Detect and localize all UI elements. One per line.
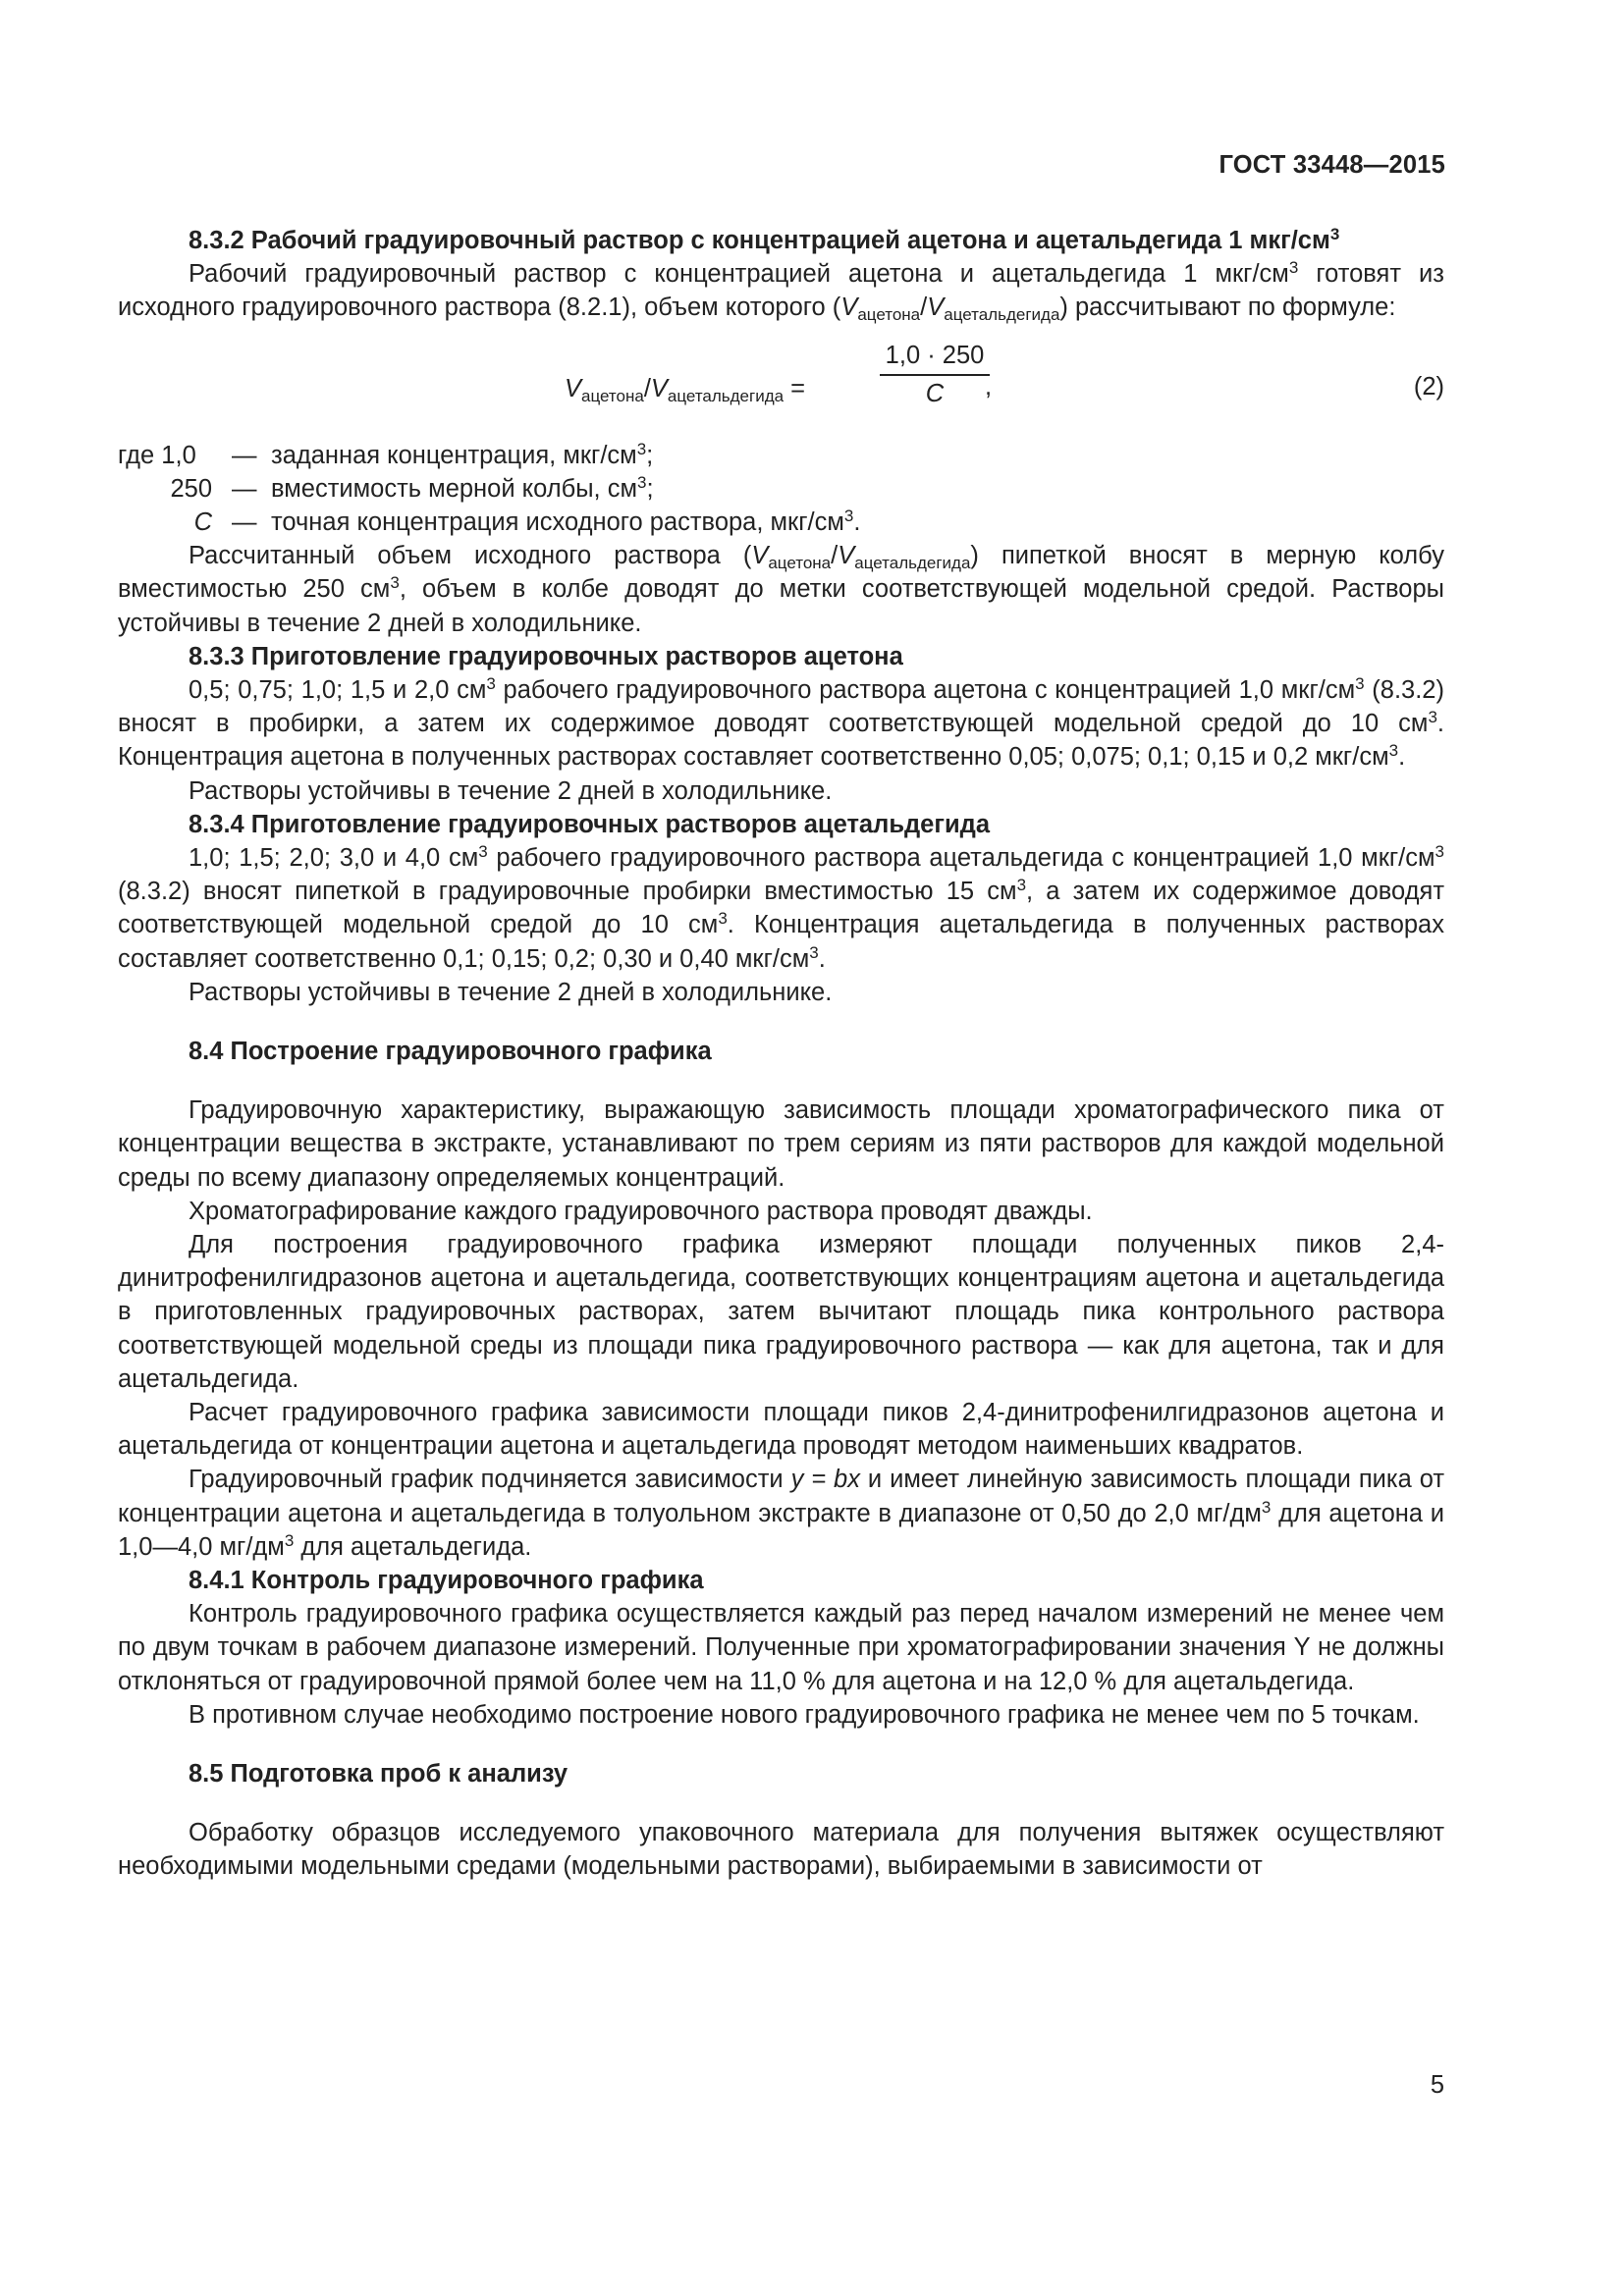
page-body — [118, 224, 1444, 1884]
section-heading-8-5: 8.5 Подготовка проб к анализу — [189, 1760, 568, 1789]
paragraph: В противном случае необходимо построение нового градуировочного графика не менее чем по 5 точкам. — [189, 1700, 1420, 1729]
section-heading-8-4: 8.4 Построение градуировочного графика — [189, 1038, 712, 1066]
section-heading-8-3-2: 8.3.2 Рабочий градуировочный раствор с концентрацией ацетона и ацетальдегида 1 мкг/$см^3$ — [189, 225, 1340, 254]
formula-2 — [118, 329, 1444, 439]
paragraph: Для построения градуировочного графика измеряют площади полученных пиков 2,4-динитрофенилгидразонов ацетона и ацетальдегида, соответствующих концентрациям ацетона и ацетальдегида в приготовленных градуировочных растворах, затем вычитают площадь пика контрольного раствора соответствующей модельной среды из площади пика градуировочного раствора — как для ацетона, так и для ацетальдегида. — [118, 1231, 1444, 1393]
paragraph: Градуировочную характеристику, выражающую зависимость площади хроматографического пика от концентрации вещества в экстракте, устанавливают по трем сериям из пяти растворов для каждой модельной среды по всему диапазону определяемых концентраций. — [118, 1096, 1444, 1192]
section-heading-8-3-3: 8.3.3 Приготовление градуировочных растворов ацетона — [189, 642, 903, 670]
formula-left-side: $V_{ацетона}/V_{ацетальдегида}$ = — [565, 374, 806, 405]
formula-denominator: C — [925, 379, 945, 407]
paragraph: Рабочий градуировочный раствор с концентрацией ацетона и ацетальдегида 1 мкг/$см^3$ готовят из исходного градуировочного раствора (8.2.1), объем которого $(V_{ацетона}/V_{ацетальдегида})$ рассчитывают по формуле: — [118, 258, 1444, 325]
formula-numerator: 1,0 · 250 — [880, 339, 990, 376]
paragraph: Градуировочный график подчиняется зависимости y = bx и имеет линейную зависимость площади пика от концентрации ацетона и ацетальдегида в толуольном экстракте в диапазоне от 0,50 до 2,0 $мг/дм^3$ для ацетона и 1,0—4,0 $мг/дм^3$ для ацетальдегида. — [118, 1466, 1444, 1561]
paragraph: Растворы устойчивы в течение 2 дней в холодильнике. — [189, 776, 833, 805]
page-number: 5 — [1430, 2071, 1444, 2099]
paragraph: Рассчитанный объем исходного раствора $(V_{ацетона}/V_{ацетальдегида})$ пипеткой вносят в мерную колбу вместимостью 250 $см^3$, объем в колбе доводят до метки соответствующей модельной средой. Растворы устойчивы в течение 2 дней в холодильнике. — [118, 542, 1444, 637]
paragraph: Расчет градуировочного графика зависимости площади пиков 2,4-динитрофенилгидразонов ацетона и ацетальдегида от концентрации ацетона и ацетальдегида проводят методом наименьших квадратов. — [118, 1399, 1444, 1461]
document-code: ГОСТ 33448—2015 — [1218, 151, 1445, 179]
paragraph: Обработку образцов исследуемого упаковочного материала для получения вытяжек осуществляют необходимыми модельными средами (модельными растворами), выбираемыми в зависимости от — [118, 1819, 1444, 1881]
paragraph: Растворы устойчивы в течение 2 дней в холодильнике. — [189, 978, 833, 1006]
where-line: C — точная концентрация исходного раствора, мкг/$см^3$. — [193, 506, 861, 536]
section-heading-8-3-4: 8.3.4 Приготовление градуировочных растворов ацетальдегида — [189, 810, 991, 838]
paragraph: Хроматографирование каждого градуировочного раствора проводят дважды. — [189, 1197, 1093, 1225]
formula-fraction — [880, 339, 993, 410]
section-heading-8-4-1: 8.4.1 Контроль градуировочного графика — [189, 1567, 704, 1595]
formula-comma: , — [985, 372, 993, 400]
formula-number: (2) — [1413, 372, 1444, 400]
where-line: где 1,0 — заданная концентрация, мкг/$см^3$; — [118, 439, 654, 469]
paragraph: Контроль градуировочного графика осуществляется каждый раз перед началом измерений не менее чем по двум точкам в рабочем диапазоне измерений. Полученные при хроматографировании значения Y не должны отклоняться от градуировочной прямой более чем на 11,0 % для ацетона и на 12,0 % для ацетальдегида. — [118, 1600, 1444, 1695]
paragraph: 1,0; 1,5; 2,0; 3,0 и 4,0 $см^3$ рабочего градуировочного раствора ацетальдегида с концентрацией 1,0 мкг/$см^3$ (8.3.2) вносят пипеткой в градуировочные пробирки вместимостью 15 $см^3$, а затем их содержимое доводят соответствующей модельной средой до 10 $см^3$. Концентрация ацетальдегида в полученных растворах составляет соответственно 0,1; 0,15; 0,2; 0,30 и 0,40 мкг/$см^3$. — [118, 842, 1445, 973]
paragraph: 0,5; 0,75; 1,0; 1,5 и 2,0 $см^3$ рабочего градуировочного раствора ацетона с концентрацией 1,0 мкг/$см^3$ (8.3.2) вносят в пробирки, а затем их содержимое доводят соответствующей модельной средой до 10 $см^3$. Концентрация ацетона в полученных растворах составляет соответственно 0,05; 0,075; 0,1; 0,15 и 0,2 мкг/$см^3$. — [118, 673, 1444, 772]
where-line: 250 — вместимость мерной колбы, $см^3$; — [170, 472, 654, 503]
